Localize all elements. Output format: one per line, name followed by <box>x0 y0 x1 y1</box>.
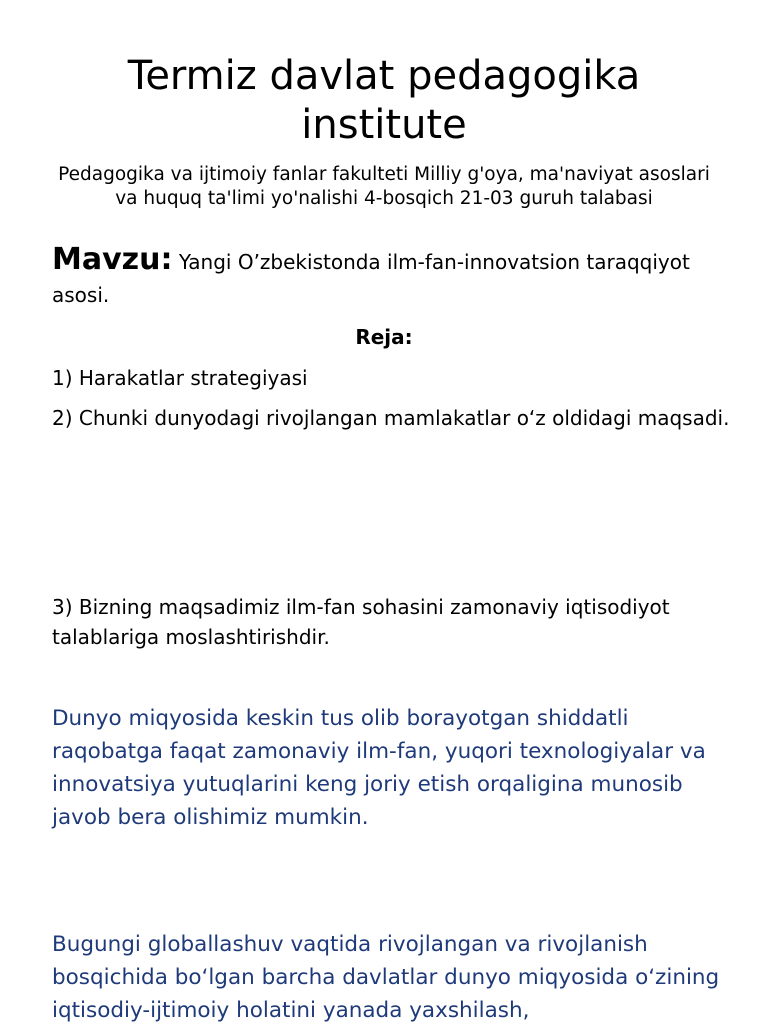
topic-line <box>52 243 732 312</box>
plan-item-2: 2) Chunki dunyodagi rivojlangan mamlakatlar o‘z oldidagi maqsadi. <box>52 406 730 430</box>
document-subtitle: Pedagogika va ijtimoiy fanlar fakulteti Milliy g'oya, ma'naviyat asoslari va huquq ta'limi yo'nalishi 4-bosqich 21-03 guruh talabasi <box>58 164 710 209</box>
document-title: Termiz davlat pedagogika institute <box>127 53 641 148</box>
body-paragraph-1: Dunyo miqyosida keskin tus olib borayotgan shiddatli raqobatga faqat zamonaviy ilm-fan, yuqori texnologiyalar va innovatsiya yutuqlarini keng joriy etish orqaligina munosib javob bera olishimiz mumkin. <box>52 706 706 830</box>
plan-heading: Reja: <box>355 325 413 349</box>
topic-label: Mavzu: <box>52 242 173 277</box>
plan-item-1: 1) Harakatlar strategiyasi <box>52 366 308 390</box>
plan-item-3: 3) Bizning maqsadimiz ilm-fan sohasini zamonaviy iqtisodiyot talablariga moslashtirishdir. <box>52 595 670 649</box>
body-paragraph-2: Bugungi globallashuv vaqtida rivojlangan va rivojlanish bosqichida bo‘lgan barcha davlatlar dunyo miqyosida o‘zining iqtisodiy-ijtimoiy holatini yanada yaxshilash, <box>52 932 720 1023</box>
topic-text: Yangi O’zbekistonda ilm-fan-innovatsion taraqqiyot asosi. <box>52 250 690 307</box>
